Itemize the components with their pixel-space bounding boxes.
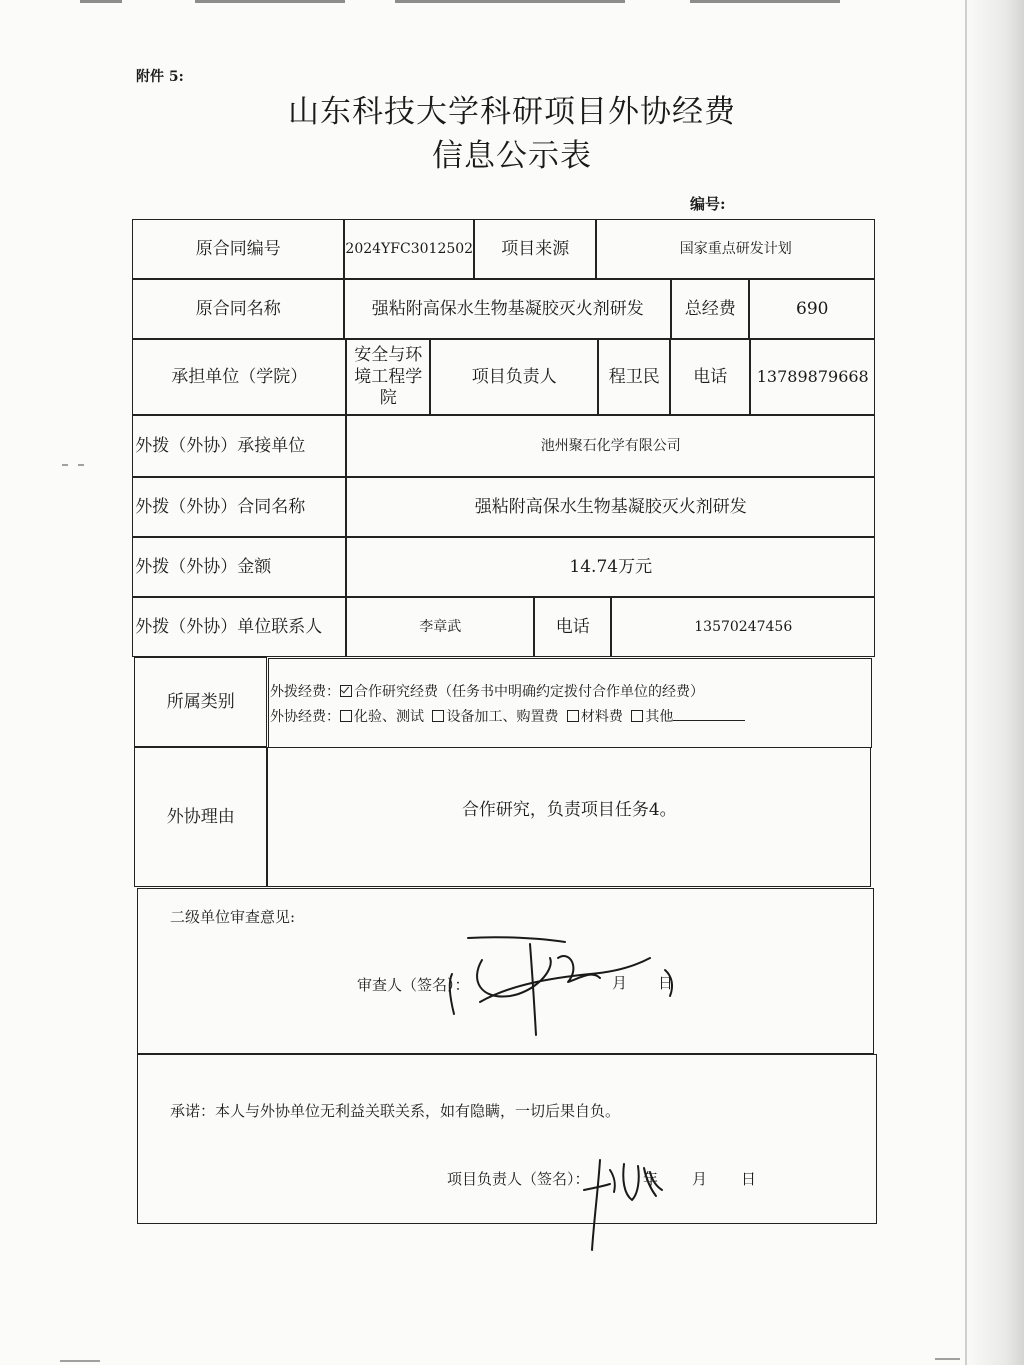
checkbox-cooperative-research[interactable] xyxy=(340,685,352,697)
promise-day-label: 日 xyxy=(741,1170,757,1188)
leader-handwritten-signature xyxy=(580,1150,670,1260)
total-funds-label: 总经费 xyxy=(671,279,749,339)
option-materials-label: 材料费 xyxy=(580,709,623,725)
source-label: 项目来源 xyxy=(474,219,596,279)
category-cooperative-research-label: 合作研究经费（任务书中明确约定拨付合作单位的经费） xyxy=(354,684,704,700)
checkbox-other[interactable] xyxy=(631,710,643,722)
unit-label: 承担单位（学院） xyxy=(132,339,346,415)
page-subtitle: 信息公示表 xyxy=(432,138,592,174)
phone-value: 13789879668 xyxy=(750,339,875,415)
contract-name-value: 强粘附高保水生物基凝胶灭火剂研发 xyxy=(344,279,671,339)
contract-name-label: 原合同名称 xyxy=(132,279,344,339)
checkbox-testing[interactable] xyxy=(340,710,352,722)
category-options-box xyxy=(268,658,872,748)
contractor-value: 池州聚石化学有限公司 xyxy=(346,415,875,477)
category-external-prefix: 外拨经费： xyxy=(270,684,340,700)
review-month-label: 月 xyxy=(612,974,628,992)
page-edge-line xyxy=(965,0,967,1365)
review-day-label: 日 xyxy=(658,974,674,992)
reason-label: 外协理由 xyxy=(134,747,267,887)
unit-value: 安全与环境工程学院 xyxy=(346,339,430,415)
checkbox-materials[interactable] xyxy=(567,710,579,722)
contract-no-value: 2024YFC3012502 xyxy=(344,219,474,279)
promise-statement: 承诺：本人与外协单位无利益关联关系，如有隐瞒，一切后果自负。 xyxy=(170,1102,621,1120)
page-title: 山东科技大学科研项目外协经费 xyxy=(288,94,736,130)
reviewer-signature-label: 审查人（签名）： xyxy=(357,976,470,994)
contact-phone-value: 13570247456 xyxy=(611,597,875,657)
reviewer-handwritten-signature xyxy=(440,930,680,1050)
option-testing-label: 化验、测试 xyxy=(354,709,424,725)
serial-number-label: 编号: xyxy=(690,195,726,213)
outsourced-contract-label: 外拨（外协）合同名称 xyxy=(132,477,346,537)
outsourced-contract-value: 强粘附高保水生物基凝胶灭火剂研发 xyxy=(346,477,875,537)
promise-section xyxy=(137,1054,877,1224)
total-funds-value: 690 xyxy=(749,279,875,339)
category-outsourcing-prefix: 外协经费： xyxy=(270,709,340,725)
leader-signature-label: 项目负责人（签名）： xyxy=(447,1170,590,1188)
review-title: 二级单位审查意见: xyxy=(170,908,296,926)
phone-label: 电话 xyxy=(670,339,750,415)
page-shadow-edge xyxy=(964,0,1024,1365)
amount-label: 外拨（外协）金额 xyxy=(132,537,346,597)
contact-value: 李章武 xyxy=(346,597,534,657)
attachment-label: 附件 5: xyxy=(136,69,184,85)
contract-no-label: 原合同编号 xyxy=(132,219,344,279)
checkbox-equipment[interactable] xyxy=(432,710,444,722)
scan-top-marks xyxy=(0,0,1024,14)
other-fill-blank[interactable] xyxy=(673,708,745,721)
promise-month-label: 月 xyxy=(692,1170,708,1188)
category-label: 所属类别 xyxy=(134,657,267,747)
leader-value: 程卫民 xyxy=(598,339,670,415)
promise-year-label: 年 xyxy=(643,1170,659,1188)
contractor-label: 外拨（外协）承接单位 xyxy=(132,415,346,477)
reason-value: 合作研究，负责项目任务4。 xyxy=(267,747,871,887)
category-line-external xyxy=(270,681,704,701)
contact-label: 外拨（外协）单位联系人 xyxy=(132,597,346,657)
option-equipment-label: 设备加工、购置费 xyxy=(446,709,559,725)
source-value: 国家重点研发计划 xyxy=(596,219,875,279)
option-other-label: 其他 xyxy=(645,709,674,725)
leader-label: 项目负责人 xyxy=(430,339,598,415)
category-line-outsourcing xyxy=(270,706,745,726)
contact-phone-label: 电话 xyxy=(534,597,611,657)
amount-value: 14.74万元 xyxy=(346,537,875,597)
